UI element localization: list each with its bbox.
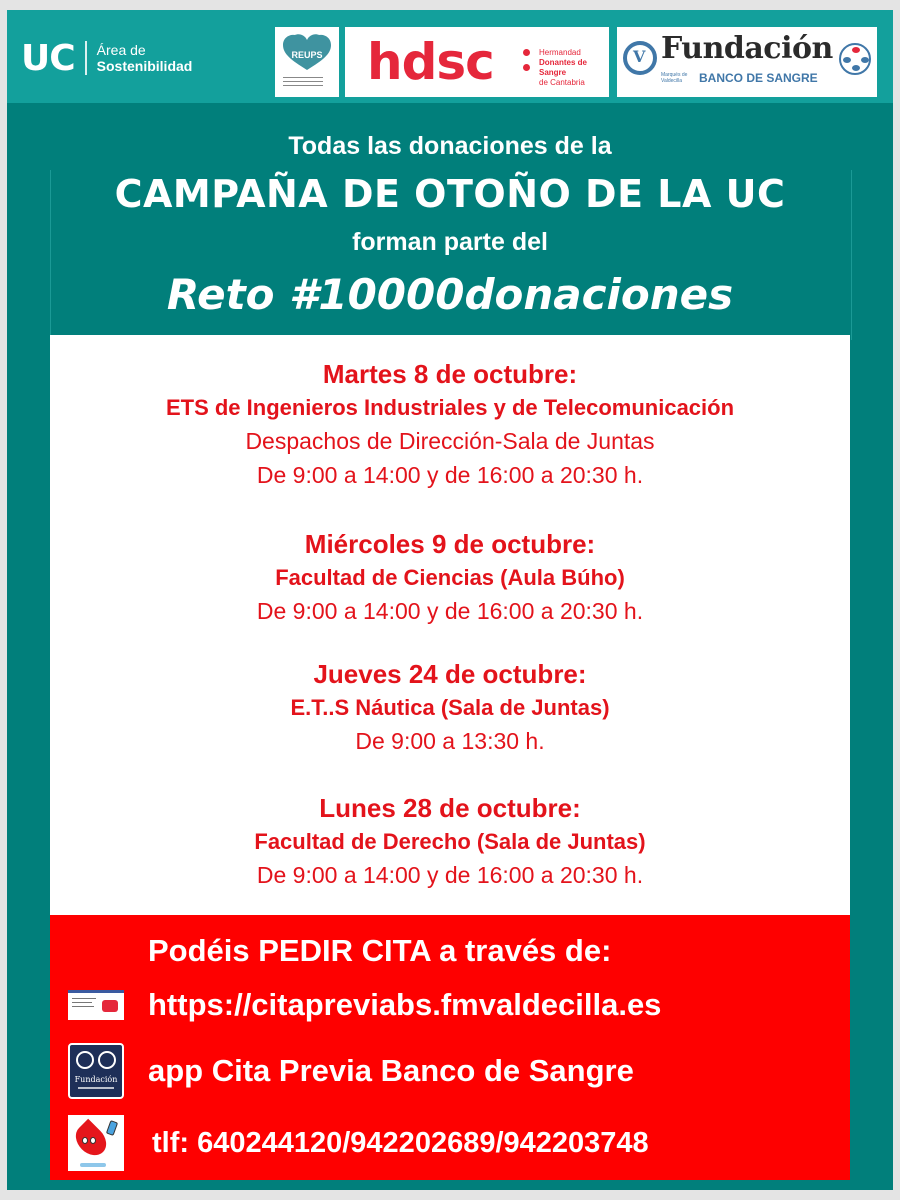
hdsc-logo bbox=[345, 27, 609, 97]
blood-drop-mascot-icon bbox=[68, 1115, 124, 1171]
hdsc-line1: Hermandad bbox=[539, 48, 581, 57]
appointment-phone-row bbox=[68, 1115, 649, 1171]
hdsc-colon-icon bbox=[523, 49, 530, 79]
event-hours: De 9:00 a 14:00 y de 16:00 a 20:30 h. bbox=[256, 598, 644, 624]
hdsc-line2: Donantes de Sangre bbox=[539, 58, 588, 77]
reups-logo bbox=[275, 27, 339, 97]
reups-label: REUPS bbox=[291, 50, 323, 60]
fundacion-subtitle: BANCO DE SANGRE bbox=[699, 71, 818, 85]
fundacion-small-text: Marqués de Valdecilla bbox=[661, 72, 688, 84]
pinwheel-icon bbox=[839, 43, 871, 75]
title-line-3: forman parte del bbox=[352, 228, 548, 256]
uc-mark: UC bbox=[21, 37, 75, 79]
event-place: ETS de Ingenieros Industriales y de Telecomunicación bbox=[165, 395, 735, 420]
uc-logo-line2: Sostenibilidad bbox=[96, 58, 193, 74]
title-line-1: Todas las donaciones de la bbox=[288, 132, 612, 160]
appointment-website-row bbox=[68, 987, 661, 1023]
event-item bbox=[50, 357, 850, 492]
event-item bbox=[50, 657, 850, 758]
event-item bbox=[50, 527, 850, 628]
event-hours: De 9:00 a 14:00 y de 16:00 a 20:30 h. bbox=[256, 462, 644, 488]
event-hours: De 9:00 a 13:30 h. bbox=[355, 728, 545, 754]
event-hours: De 9:00 a 14:00 y de 16:00 a 20:30 h. bbox=[256, 862, 644, 888]
event-place: E.T..S Náutica (Sala de Juntas) bbox=[290, 695, 610, 720]
hdsc-wordmark: hdsc bbox=[367, 33, 494, 91]
event-room: Despachos de Dirección-Sala de Juntas bbox=[245, 428, 655, 454]
uc-sostenibilidad-logo bbox=[21, 38, 192, 78]
reups-small-text bbox=[283, 77, 323, 91]
appointment-app-row bbox=[68, 1043, 634, 1099]
valdecilla-mark-icon: V bbox=[623, 41, 657, 75]
website-thumbnail-icon bbox=[68, 990, 124, 1020]
logo-header-band bbox=[7, 10, 893, 103]
appointment-phone-numbers: tlf: 640244120/942202689/942203748 bbox=[152, 1126, 649, 1159]
events-schedule bbox=[50, 335, 850, 915]
event-day: Martes 8 de octubre: bbox=[322, 359, 578, 389]
campaign-poster bbox=[7, 10, 893, 1190]
event-place: Facultad de Ciencias (Aula Búho) bbox=[275, 565, 625, 590]
appointment-website-link[interactable]: https://citapreviabs.fmvaldecilla.es bbox=[148, 987, 662, 1022]
hdsc-line3: de Cantabria bbox=[539, 78, 585, 87]
campaign-heading: CAMPAÑA DE OTOÑO DE LA UC bbox=[114, 172, 786, 216]
event-day: Miércoles 9 de octubre: bbox=[304, 529, 596, 559]
challenge-hashtag: Reto #10000donaciones bbox=[166, 270, 734, 319]
appointment-contact-box bbox=[50, 915, 850, 1180]
uc-logo-line1: Área de bbox=[96, 42, 146, 58]
event-item bbox=[50, 791, 850, 892]
fundacion-wordmark: Fundación bbox=[661, 31, 833, 66]
logo-divider bbox=[85, 41, 87, 75]
appointment-heading: Podéis PEDIR CITA a través de: bbox=[148, 933, 612, 968]
fundacion-app-icon: Fundación bbox=[68, 1043, 124, 1099]
fundacion-banco-sangre-logo bbox=[617, 27, 877, 97]
event-day: Lunes 28 de octubre: bbox=[319, 793, 581, 823]
appointment-app-text: app Cita Previa Banco de Sangre bbox=[148, 1053, 634, 1088]
event-day: Jueves 24 de octubre: bbox=[313, 659, 587, 689]
event-place: Facultad de Derecho (Sala de Juntas) bbox=[254, 829, 646, 854]
